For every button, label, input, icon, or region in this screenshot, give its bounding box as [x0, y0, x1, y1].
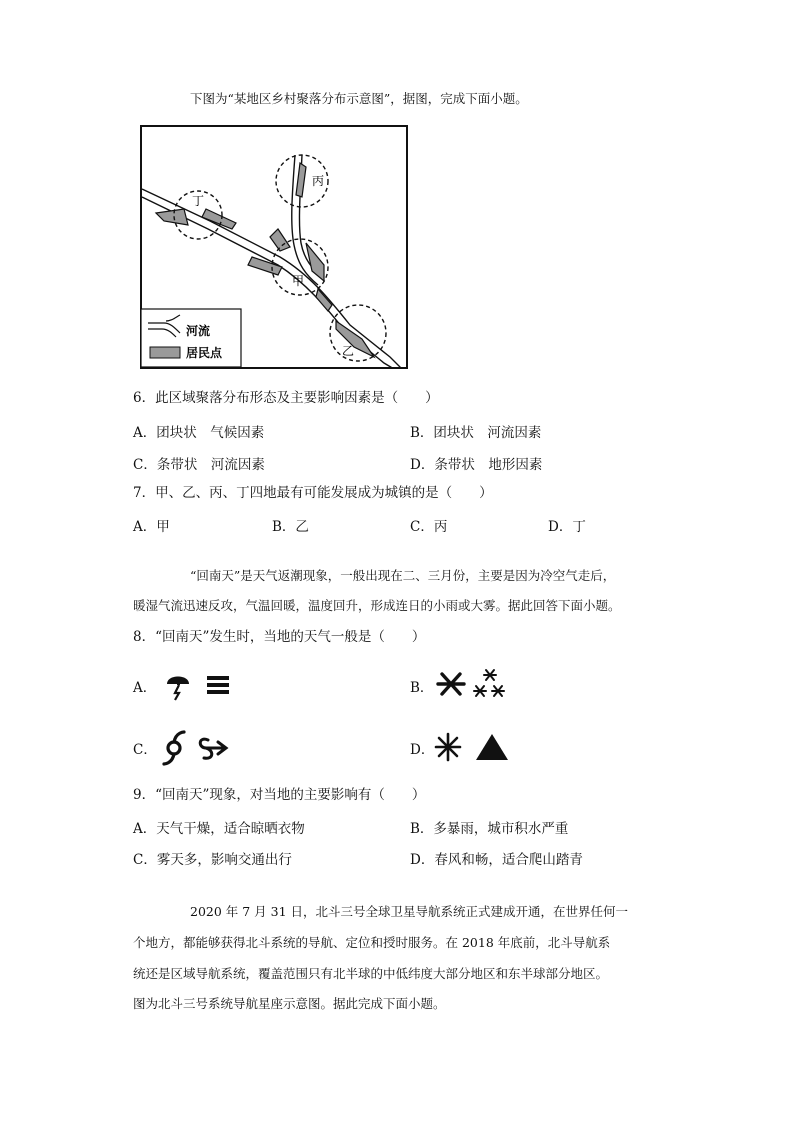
question-8: 8．“回南天”发生时，当地的天气一般是（ ） [133, 629, 426, 645]
intro-text-2-line-1: “回南天”是天气返潮现象，一般出现在二、三月份，主要是因为冷空气走后， [190, 568, 616, 583]
thunderstorm-icon [167, 677, 189, 701]
intro-text-3-line-4: 图为北斗三号系统导航星座示意图。据此完成下面小题。 [133, 996, 446, 1011]
q6-option-c[interactable]: C．条带状 河流因素 [133, 457, 265, 473]
label-ding: 丁 [192, 194, 205, 208]
q8-option-d[interactable]: D． [410, 742, 435, 758]
question-7: 7．甲、乙、丙、丁四地最有可能发展成为城镇的是（ ） [133, 485, 493, 501]
intro-text-1: 下图为“某地区乡村聚落分布示意图”，据图，完成下面小题。 [190, 91, 528, 106]
q9-option-d[interactable]: D．春风和畅，适合爬山踏青 [410, 852, 583, 868]
intro-text-3-line-2: 个地方，都能够获得北斗系统的导航、定位和授时服务。在 2018 年底前，北斗导航系 [133, 935, 611, 950]
q8-option-b[interactable]: B． [410, 680, 434, 696]
q9-option-a[interactable]: A．天气干燥，适合晾晒衣物 [133, 821, 305, 837]
typhoon-icon [164, 732, 184, 764]
q7-option-b[interactable]: B．乙 [272, 519, 309, 535]
heavy-snow-icon [438, 674, 464, 694]
legend-river-label: 河流 [186, 324, 211, 338]
label-bing: 丙 [312, 174, 325, 188]
q7-option-a[interactable]: A．甲 [133, 519, 170, 535]
q6-option-d[interactable]: D．条带状 地形因素 [410, 457, 543, 473]
hail-icon [476, 734, 508, 760]
settlement-map [140, 125, 408, 369]
intro-text-2-line-2: 暖湿气流迅速反攻，气温回暖，温度回升，形成连日的小雨或大雾。据此回答下面小题。 [133, 598, 621, 613]
q9-option-b[interactable]: B．多暴雨，城市积水严重 [410, 821, 569, 837]
snow-icon [474, 670, 504, 696]
q9-option-c[interactable]: C．雾天多，影响交通出行 [133, 852, 292, 868]
q7-option-c[interactable]: C．丙 [410, 519, 448, 535]
intro-text-3-line-1: 2020 年 7 月 31 日，北斗三号全球卫星导航系统正式建成开通，在世界任何一 [190, 904, 629, 919]
gale-icon [200, 739, 226, 758]
q8-option-d-symbols [434, 730, 514, 764]
label-yi: 乙 [342, 344, 355, 358]
question-9: 9．“回南天”现象，对当地的主要影响有（ ） [133, 787, 426, 803]
q8-option-c[interactable]: C． [133, 742, 157, 758]
q7-option-d[interactable]: D．丁 [548, 519, 586, 535]
q8-option-b-symbols [436, 668, 512, 702]
question-6: 6．此区域聚落分布形态及主要影响因素是（ ） [133, 390, 439, 406]
q8-option-a-symbols [163, 668, 235, 702]
q6-option-b[interactable]: B．团块状 河流因素 [410, 425, 542, 441]
q8-option-c-symbols [160, 728, 236, 768]
q6-option-a[interactable]: A．团块状 气候因素 [133, 425, 265, 441]
legend-residence-label: 居民点 [186, 346, 223, 360]
intro-text-3-line-3: 统还是区域导航系统，覆盖范围只有北半球的中低纬度大部分地区和东半球部分地区。 [133, 966, 609, 981]
map-legend [141, 309, 241, 367]
frost-icon [436, 734, 460, 760]
label-jia: 甲 [292, 274, 305, 288]
fog-icon [207, 676, 229, 694]
q8-option-a[interactable]: A． [133, 680, 157, 696]
